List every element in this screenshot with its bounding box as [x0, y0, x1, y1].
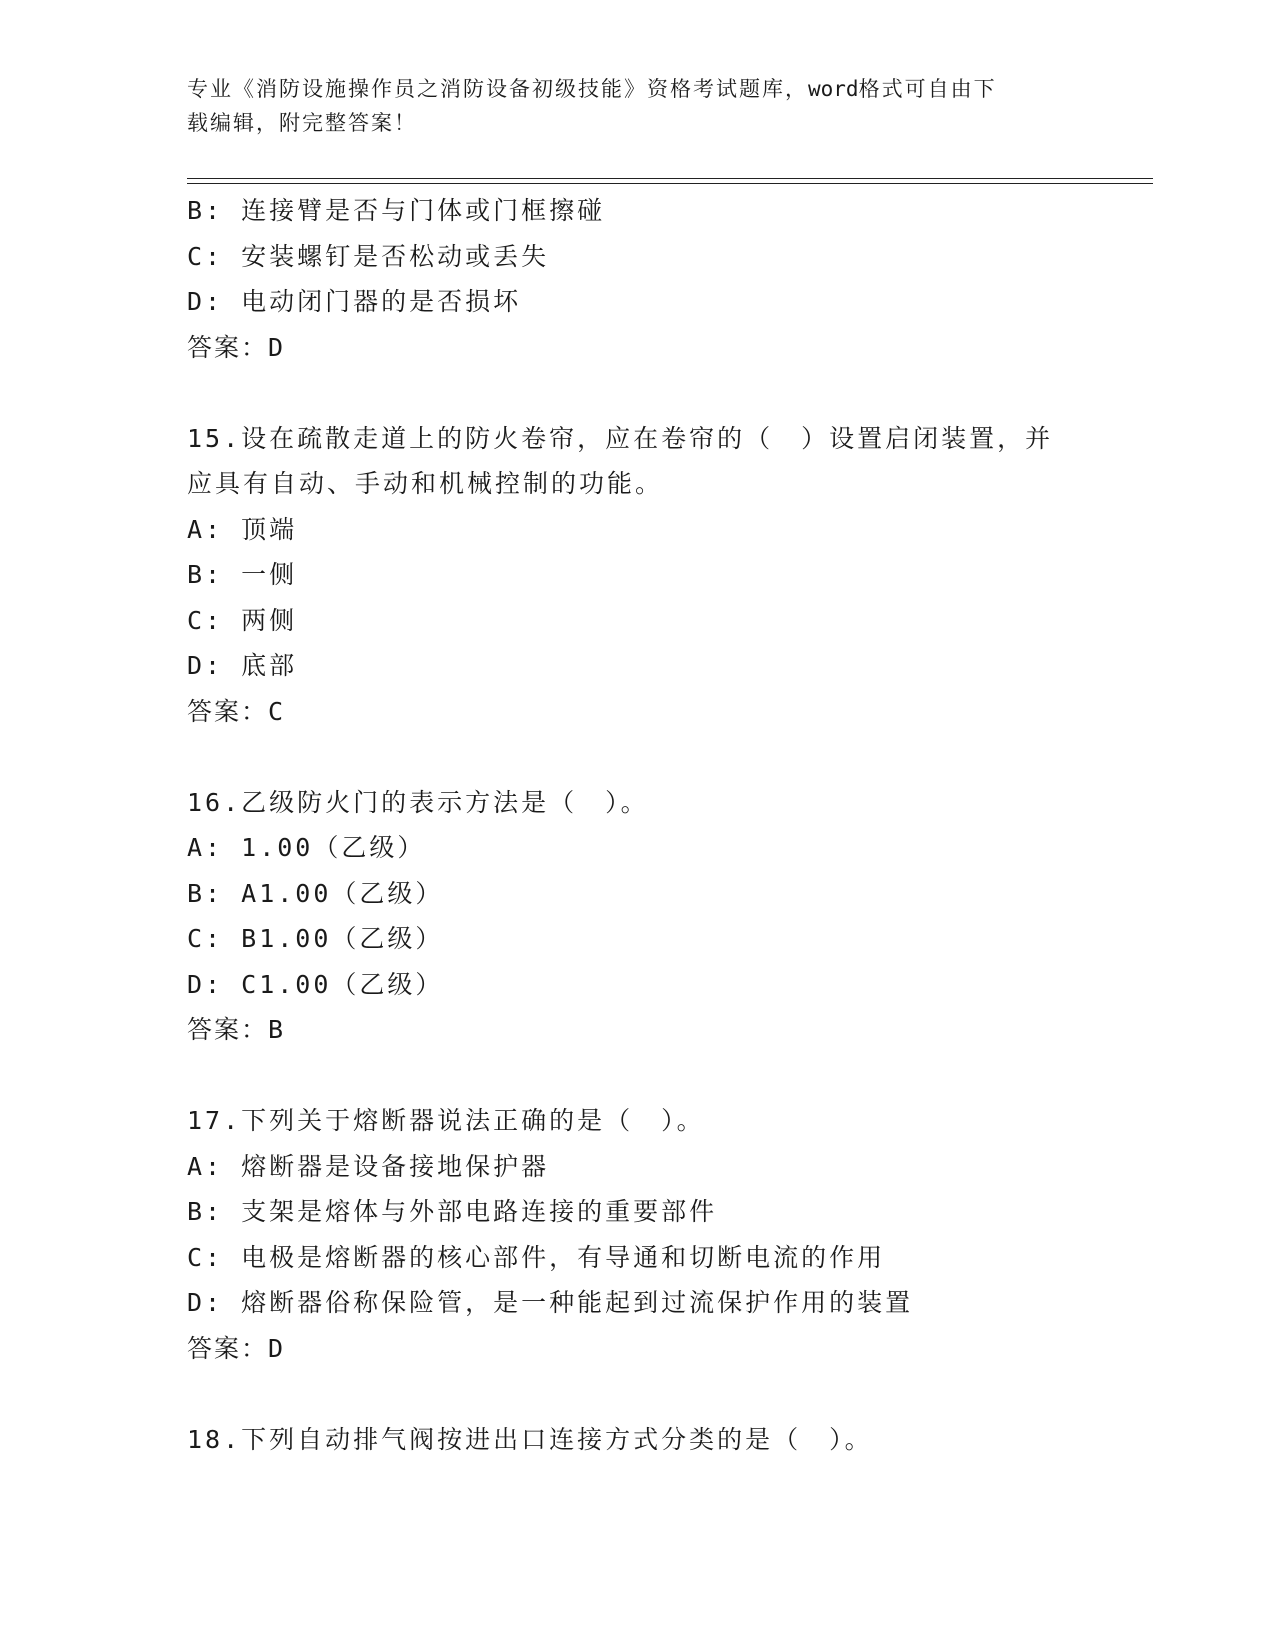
option-b: B: 一侧	[187, 560, 298, 589]
option-d: D: C1.00（乙级）	[187, 969, 444, 999]
question-text: 16.乙级防火门的表示方法是（ ）。	[187, 787, 649, 817]
option-d: D: 电动闭门器的是否损坏	[187, 287, 522, 316]
option-b: B: 支架是熔体与外部电路连接的重要部件	[187, 1197, 718, 1226]
document-header	[187, 72, 1067, 140]
option-a: A: 顶端	[187, 514, 298, 544]
question-text: 15.设在疏散走道上的防火卷帘，应在卷帘的（ ）设置启闭装置，并	[187, 423, 1054, 453]
question-17	[187, 1098, 1147, 1371]
header-divider-bottom	[187, 183, 1153, 184]
question-text: 17.下列关于熔断器说法正确的是（ ）。	[187, 1106, 705, 1135]
option-c: C: 安装螺钉是否松动或丢失	[187, 241, 550, 271]
option-b: B: A1.00（乙级）	[187, 878, 444, 908]
answer-line: 答案：C	[187, 696, 284, 726]
question-text: 18.下列自动排气阀按进出口连接方式分类的是（ ）。	[187, 1424, 873, 1454]
answer-line: 答案：D	[187, 1333, 284, 1363]
question-text-cont: 应具有自动、手动和机械控制的功能。	[187, 469, 664, 498]
question-14-continued	[187, 188, 1147, 370]
option-c: C: 电极是熔断器的核心部件，有导通和切断电流的作用	[187, 1242, 886, 1272]
option-d: D: 底部	[187, 651, 298, 680]
header-line-2: 载编辑，附完整答案！	[187, 111, 417, 135]
option-d: D: 熔断器俗称保险管，是一种能起到过流保护作用的装置	[187, 1288, 914, 1317]
option-b: B: 连接臂是否与门体或门框擦碰	[187, 196, 606, 225]
question-15	[187, 416, 1147, 735]
header-divider-top	[187, 178, 1153, 179]
question-list	[187, 188, 1147, 1462]
option-a: A: 熔断器是设备接地保护器	[187, 1151, 550, 1181]
option-c: C: B1.00（乙级）	[187, 924, 444, 953]
answer-line: 答案：B	[187, 1015, 284, 1044]
question-16	[187, 780, 1147, 1053]
answer-line: 答案：D	[187, 332, 284, 362]
question-18	[187, 1417, 1147, 1463]
header-line-1: 专业《消防设施操作员之消防设备初级技能》资格考试题库，word格式可自由下	[187, 77, 997, 101]
option-c: C: 两侧	[187, 605, 298, 635]
option-a: A: 1.00（乙级）	[187, 833, 426, 862]
